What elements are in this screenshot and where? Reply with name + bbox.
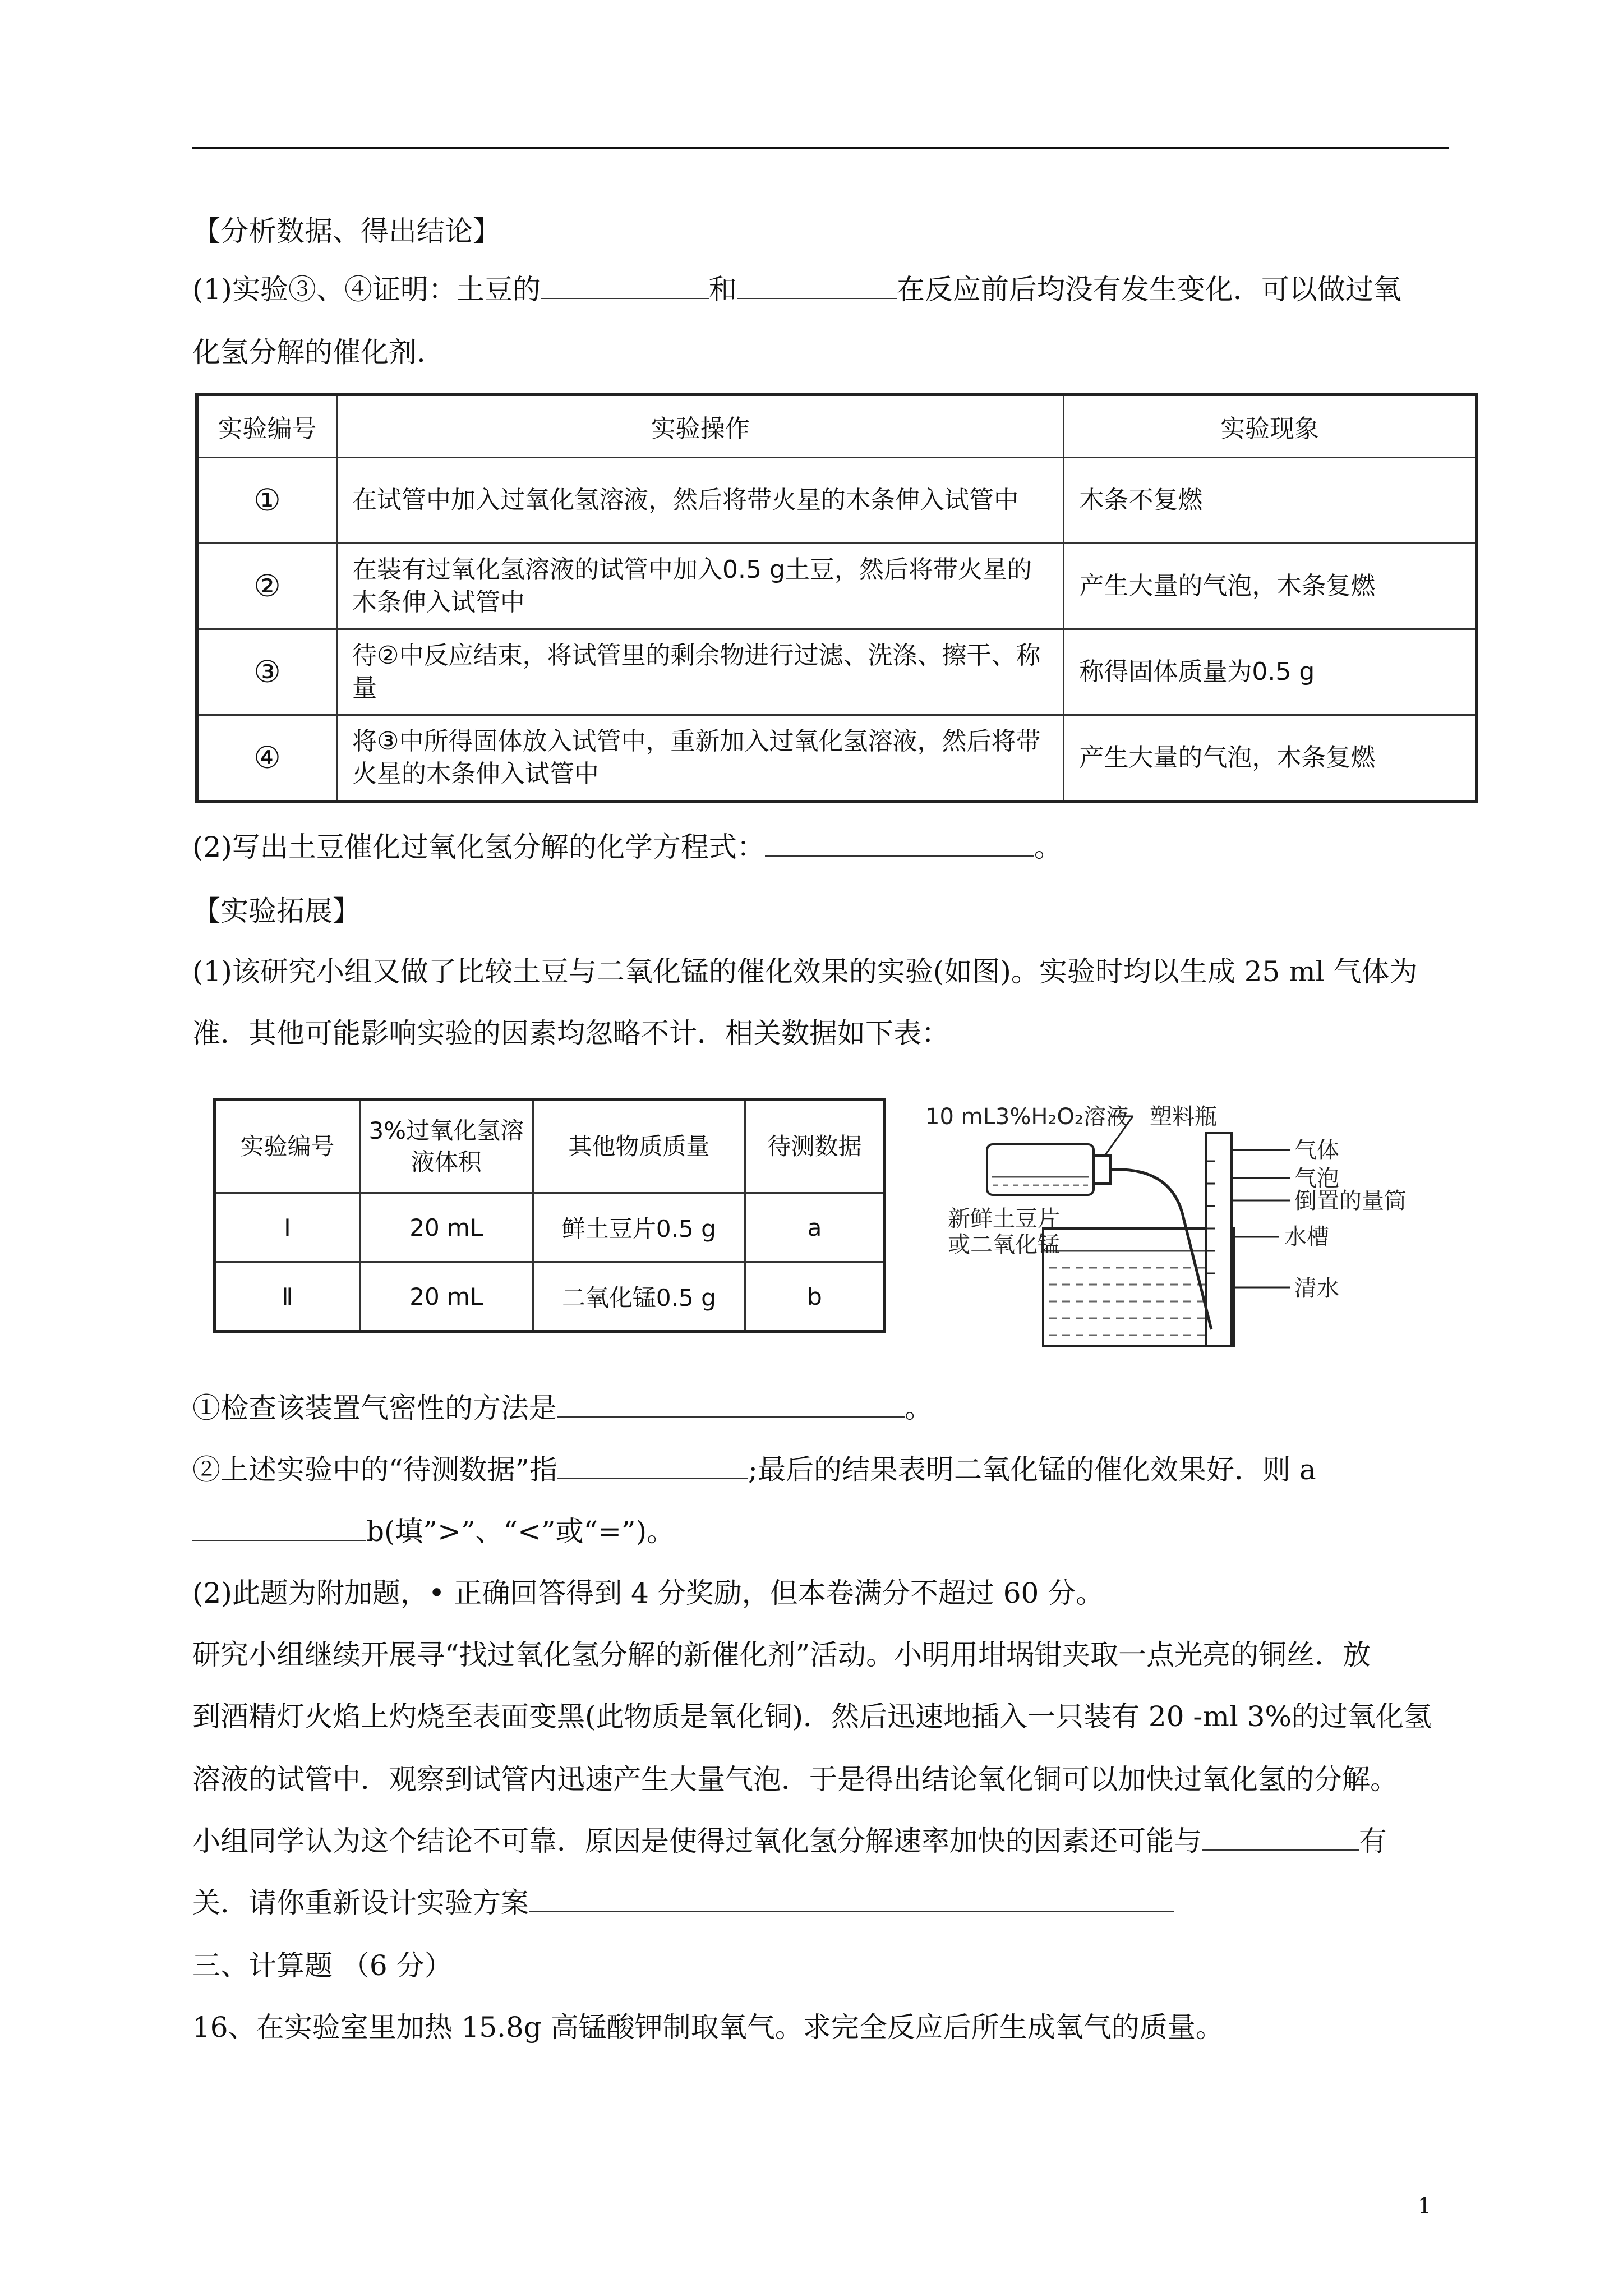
- q1-text-a: (1)实验③、④证明：土豆的: [192, 273, 541, 306]
- sub1-end: 。: [905, 1392, 933, 1424]
- label-cylinder: 倒置的量筒: [1294, 1188, 1407, 1214]
- label-trough: 水槽: [1284, 1224, 1329, 1250]
- ext2-blank-1[interactable]: [1202, 1825, 1359, 1851]
- q2-text: (2)写出土豆催化过氧化氢分解的化学方程式：: [192, 831, 765, 863]
- table-row: [197, 629, 1477, 715]
- row-operation: 将③中所得固体放入试管中，重新加入过氧化氢溶液，然后将带火星的木条伸入试管中: [337, 715, 1064, 802]
- table-header-row: [197, 394, 1477, 458]
- ext2-blank-2[interactable]: [529, 1887, 1174, 1912]
- delivery-tube: [1110, 1170, 1211, 1329]
- header-rule: [192, 147, 1449, 149]
- sub-question-1: [192, 1390, 933, 1426]
- ext2-text-a: 小组同学认为这个结论不可靠．原因是使得过氧化氢分解速率加快的因素还可能与: [192, 1825, 1202, 1857]
- section-analysis-heading: 【分析数据、得出结论】: [192, 215, 501, 247]
- sub-question-2-line-1: [192, 1452, 1316, 1488]
- header-operation: 实验操作: [337, 394, 1064, 458]
- extension-2-paragraph-2: 到酒精灯火焰上灼烧至表面变黑(此物质是氧化铜)．然后迅速地插入一只装有 20 -ml 3%的过氧化氢: [192, 1700, 1432, 1733]
- extension-1-line-1: (1)该研究小组又做了比较土豆与二氧化锰的催化效果的实验(如图)。实验时均以生成 25 ml 气体为: [192, 955, 1418, 988]
- q1-blank-2[interactable]: [737, 273, 897, 299]
- header-result: 实验现象: [1064, 394, 1477, 458]
- extension-2-paragraph-3: 溶液的试管中．观察到试管内迅速产生大量气泡．于是得出结论氧化铜可以加快过氧化氢的分解。: [192, 1763, 1398, 1796]
- table-row: [197, 544, 1477, 629]
- header-volume: 3%过氧化氢溶液体积: [359, 1100, 533, 1193]
- sub-question-2-line-2: [192, 1513, 675, 1549]
- label-bottle: 塑料瓶: [1150, 1104, 1217, 1130]
- table-row: [197, 715, 1477, 802]
- row-result: 称得固体质量为0.5 g: [1064, 629, 1477, 715]
- sub2-blank-1[interactable]: [557, 1453, 748, 1479]
- table-header-row: [215, 1100, 885, 1193]
- extension-2-paragraph-4: [192, 1823, 1387, 1859]
- ext2-text-b: 有: [1359, 1825, 1387, 1857]
- table-row: [215, 1262, 885, 1332]
- cell: Ⅰ: [215, 1193, 360, 1262]
- section-extension-heading: 【实验拓展】: [192, 895, 361, 927]
- label-potato-2: 或二氧化锰: [948, 1232, 1060, 1258]
- cell: a: [745, 1193, 885, 1262]
- row-operation: 待②中反应结束，将试管里的剩余物进行过滤、洗涤、擦干、称量: [337, 629, 1064, 715]
- cell: Ⅱ: [215, 1262, 360, 1332]
- extension-2-title: (2)此题为附加题，• 正确回答得到 4 分奖励，但本卷满分不超过 60 分。: [192, 1577, 1104, 1609]
- extension-2-paragraph-1: 研究小组继续开展寻“找过氧化氢分解的新催化剂”活动。小明用坩埚钳夹取一点光亮的铜丝．放: [192, 1639, 1371, 1671]
- q1-text-b: 和: [708, 273, 737, 306]
- inverted-cylinder: [1206, 1133, 1232, 1346]
- comparison-table: [213, 1098, 886, 1333]
- cell: 20 mL: [359, 1262, 533, 1332]
- label-potato-1: 新鲜土豆片: [948, 1206, 1060, 1232]
- ext2-text-c: 关．请你重新设计实验方案: [192, 1887, 529, 1919]
- apparatus-diagram: [920, 1094, 1458, 1352]
- page-number: 1: [1418, 2193, 1432, 2218]
- cell: b: [745, 1262, 885, 1332]
- table-row: [197, 458, 1477, 544]
- label-water: 清水: [1294, 1276, 1339, 1301]
- sub1-blank[interactable]: [557, 1392, 905, 1418]
- plastic-bottle: [987, 1144, 1110, 1195]
- table-row: [215, 1193, 885, 1262]
- q2-blank[interactable]: [765, 831, 1034, 857]
- sub2-text-a: ②上述实验中的“待测数据”指: [192, 1453, 558, 1486]
- row-id: ①: [197, 458, 337, 544]
- row-result: 产生大量的气泡，木条复燃: [1064, 544, 1477, 629]
- experiment-table: [195, 393, 1478, 803]
- row-operation: 在装有过氧化氢溶液的试管中加入0.5 g土豆，然后将带火星的木条伸入试管中: [337, 544, 1064, 629]
- sub2-blank-2[interactable]: [192, 1515, 366, 1541]
- row-id: ③: [197, 629, 337, 715]
- header-id: 实验编号: [197, 394, 337, 458]
- sub1-text: ①检查该装置气密性的方法是: [192, 1392, 557, 1424]
- q1-blank-1[interactable]: [541, 273, 709, 299]
- extension-1-line-2: 准．其他可能影响实验的因素均忽略不计．相关数据如下表：: [192, 1017, 949, 1050]
- sub2-text-c: b(填”>”、“<”或“=”)。: [366, 1515, 675, 1548]
- label-leaders: [1105, 1116, 1290, 1287]
- label-bubble: 气泡: [1294, 1166, 1339, 1191]
- header-measure: 待测数据: [745, 1100, 885, 1193]
- cell: 二氧化锰0.5 g: [533, 1262, 745, 1332]
- question-1-line-2: 化氢分解的催化剂.: [192, 336, 426, 369]
- row-operation: 在试管中加入过氧化氢溶液，然后将带火星的木条伸入试管中: [337, 458, 1064, 544]
- sub2-text-b: ;最后的结果表明二氧化锰的催化效果好．则 a: [748, 1453, 1316, 1486]
- row-result: 木条不复燃: [1064, 458, 1477, 544]
- cell: 鲜土豆片0.5 g: [533, 1193, 745, 1262]
- question-2: [192, 829, 1062, 865]
- question-1-line-1: [192, 272, 1401, 307]
- header-id: 实验编号: [215, 1100, 360, 1193]
- extension-2-paragraph-5: [192, 1885, 1174, 1921]
- section-3-heading: 三、计算题 （6 分）: [192, 1949, 453, 1982]
- label-solution: 10 mL3%H₂O₂溶液: [925, 1104, 1128, 1130]
- row-id: ④: [197, 715, 337, 802]
- row-id: ②: [197, 544, 337, 629]
- label-gas: 气体: [1294, 1138, 1339, 1163]
- cell: 20 mL: [359, 1193, 533, 1262]
- q2-end: 。: [1034, 831, 1062, 863]
- row-result: 产生大量的气泡，木条复燃: [1064, 715, 1477, 802]
- q1-text-c: 在反应前后均没有发生变化．可以做过氧: [896, 273, 1401, 306]
- header-mass: 其他物质质量: [533, 1100, 745, 1193]
- question-16: 16、在实验室里加热 15.8g 高锰酸钾制取氧气。求完全反应后所生成氧气的质量。: [192, 2011, 1224, 2044]
